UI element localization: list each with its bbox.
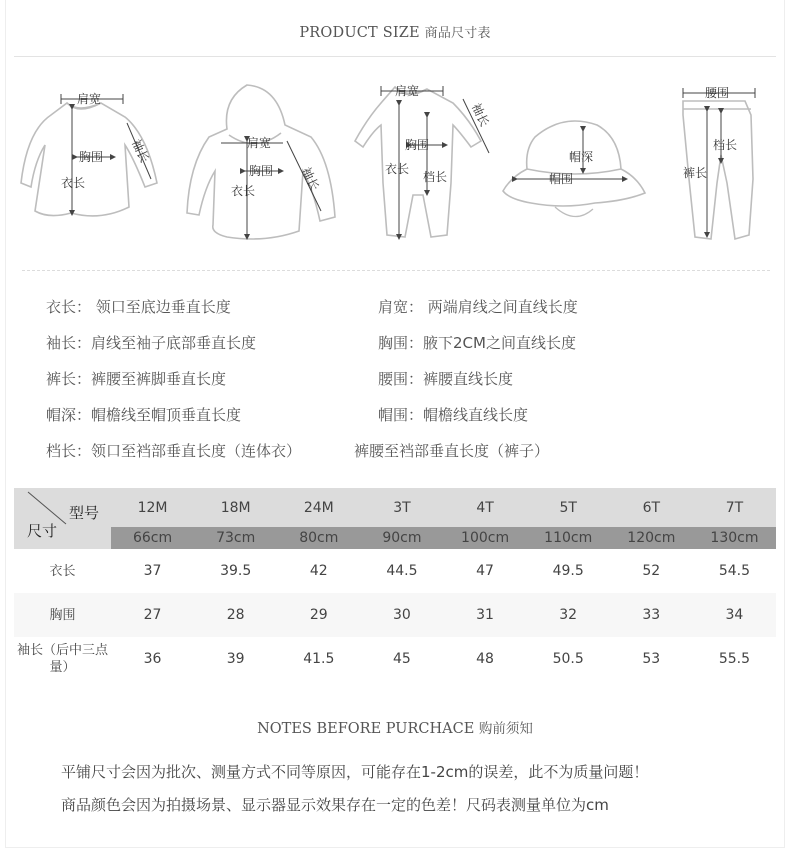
hoodie-length-label: 衣长 — [231, 184, 256, 198]
romper-shoulder-label: 肩宽 — [395, 84, 420, 98]
romper-illustration — [355, 87, 481, 237]
page-title: PRODUCT SIZE 商品尺寸表 — [299, 25, 491, 41]
table-cell: 33 — [610, 593, 693, 637]
size-label: 5T — [527, 488, 610, 527]
definition-hat-depth: 帽深：帽檐线至帽顶垂直长度 — [46, 406, 242, 424]
jacket-shoulder-label: 肩宽 — [77, 92, 102, 106]
table-row-length — [14, 549, 776, 593]
pants-crotch-label: 档长 — [713, 138, 738, 152]
size-label: 12M — [111, 488, 194, 527]
table-cell: 37 — [143, 563, 162, 579]
hoodie-illustration — [187, 85, 335, 239]
romper-crotch-label: 档长 — [423, 170, 448, 184]
size-label: 3T — [360, 488, 443, 527]
definition-sleeve: 袖长：肩线至袖子底部垂直长度 — [46, 334, 257, 352]
table-cell: 32 — [527, 593, 610, 637]
table-cell: 42 — [309, 563, 328, 579]
table-cell: 54.5 — [718, 563, 751, 579]
hoodie-chest-label: 胸围 — [249, 164, 274, 178]
pants-waist-label: 腰围 — [705, 86, 730, 100]
table-cell: 27 — [111, 593, 194, 637]
definition-shoulder: 肩宽： 两端肩线之间直线长度 — [378, 298, 578, 316]
table-cell: 44.5 — [386, 563, 418, 579]
table-cell: 49.5 — [552, 563, 584, 579]
table-cell: 52 — [642, 563, 661, 579]
table-row-chest — [14, 593, 776, 637]
pants-length-label: 裤长 — [683, 166, 708, 180]
definition-length: 衣长： 领口至底边垂直长度 — [46, 298, 231, 316]
definition-hat-circumference: 帽围：帽檐线直线长度 — [378, 406, 529, 424]
size-table — [14, 488, 776, 681]
height-label: 100cm — [444, 527, 527, 549]
height-label: 90cm — [360, 527, 443, 549]
height-label: 80cm — [277, 527, 360, 549]
table-cell: 28 — [194, 593, 277, 637]
hat-depth-label: 帽深 — [569, 150, 594, 164]
size-label: 7T — [693, 488, 776, 527]
jacket-sleeve-label: 袖长 — [128, 137, 152, 165]
row-label: 袖长（后中三点量） — [16, 643, 108, 675]
height-label: 130cm — [693, 527, 776, 549]
note-line-1: 平铺尺寸会因为批次、测量方式不同等原因，可能存在1-2cm的误差，此不为质量问题！ — [61, 763, 649, 781]
height-label: 110cm — [527, 527, 610, 549]
hat-circumference-label: 帽围 — [549, 172, 574, 186]
height-label: 66cm — [111, 527, 194, 549]
table-cell: 53 — [642, 651, 661, 667]
table-cell: 39.5 — [220, 563, 252, 579]
definition-waist: 腰围：裤腰直线长度 — [378, 370, 514, 388]
note-line-2: 商品颜色会因为拍摄场景、显示器显示效果存在一定的色差！尺码表测量单位为cm — [61, 796, 609, 814]
height-header-row — [14, 527, 776, 549]
illustration-divider — [22, 270, 770, 271]
title-divider — [14, 56, 776, 57]
table-cell: 31 — [444, 593, 527, 637]
table-cell: 55.5 — [718, 651, 751, 667]
definition-pants-length: 裤长：裤腰至裤脚垂直长度 — [46, 370, 227, 388]
size-header-row — [14, 488, 776, 527]
hoodie-shoulder-label: 肩宽 — [247, 136, 272, 150]
definition-crotch-pants: 裤腰至裆部垂直长度（裤子） — [354, 442, 550, 460]
table-cell: 29 — [277, 593, 360, 637]
table-cell: 34 — [693, 593, 776, 637]
jacket-length-label: 衣长 — [61, 176, 86, 190]
table-cell: 41.5 — [303, 651, 335, 667]
table-cell: 36 — [143, 651, 162, 667]
height-label: 73cm — [194, 527, 277, 549]
hoodie-sleeve-label: 袖长 — [298, 165, 322, 193]
size-label: 18M — [194, 488, 277, 527]
table-cell: 50.5 — [552, 651, 584, 667]
table-corner — [14, 488, 111, 549]
table-row-sleeve — [14, 637, 776, 681]
row-label: 胸围 — [14, 593, 111, 637]
garment-illustrations — [15, 75, 775, 250]
corner-model-label: 型号 — [69, 504, 100, 522]
row-label: 衣长 — [49, 563, 76, 579]
corner-size-label: 尺寸 — [27, 522, 58, 540]
size-label: 24M — [277, 488, 360, 527]
romper-chest-label: 胸围 — [405, 138, 430, 152]
definition-crotch-romper: 档长：领口至裆部垂直长度（连体衣） — [46, 442, 302, 460]
notes-title: NOTES BEFORE PURCHACE 购前须知 — [257, 721, 533, 737]
height-label: 120cm — [610, 527, 693, 549]
table-cell: 39 — [226, 651, 245, 667]
table-cell: 30 — [360, 593, 443, 637]
table-cell: 47 — [476, 563, 494, 579]
hat-illustration — [503, 121, 645, 217]
definition-chest: 胸围：腋下2CM之间直线长度 — [378, 334, 576, 352]
jacket-chest-label: 胸围 — [79, 150, 104, 164]
romper-length-label: 衣长 — [385, 162, 410, 176]
size-label: 6T — [610, 488, 693, 527]
size-label: 4T — [444, 488, 527, 527]
table-cell: 48 — [476, 651, 494, 667]
romper-sleeve-label: 袖长 — [468, 101, 492, 129]
table-cell: 45 — [393, 651, 411, 667]
